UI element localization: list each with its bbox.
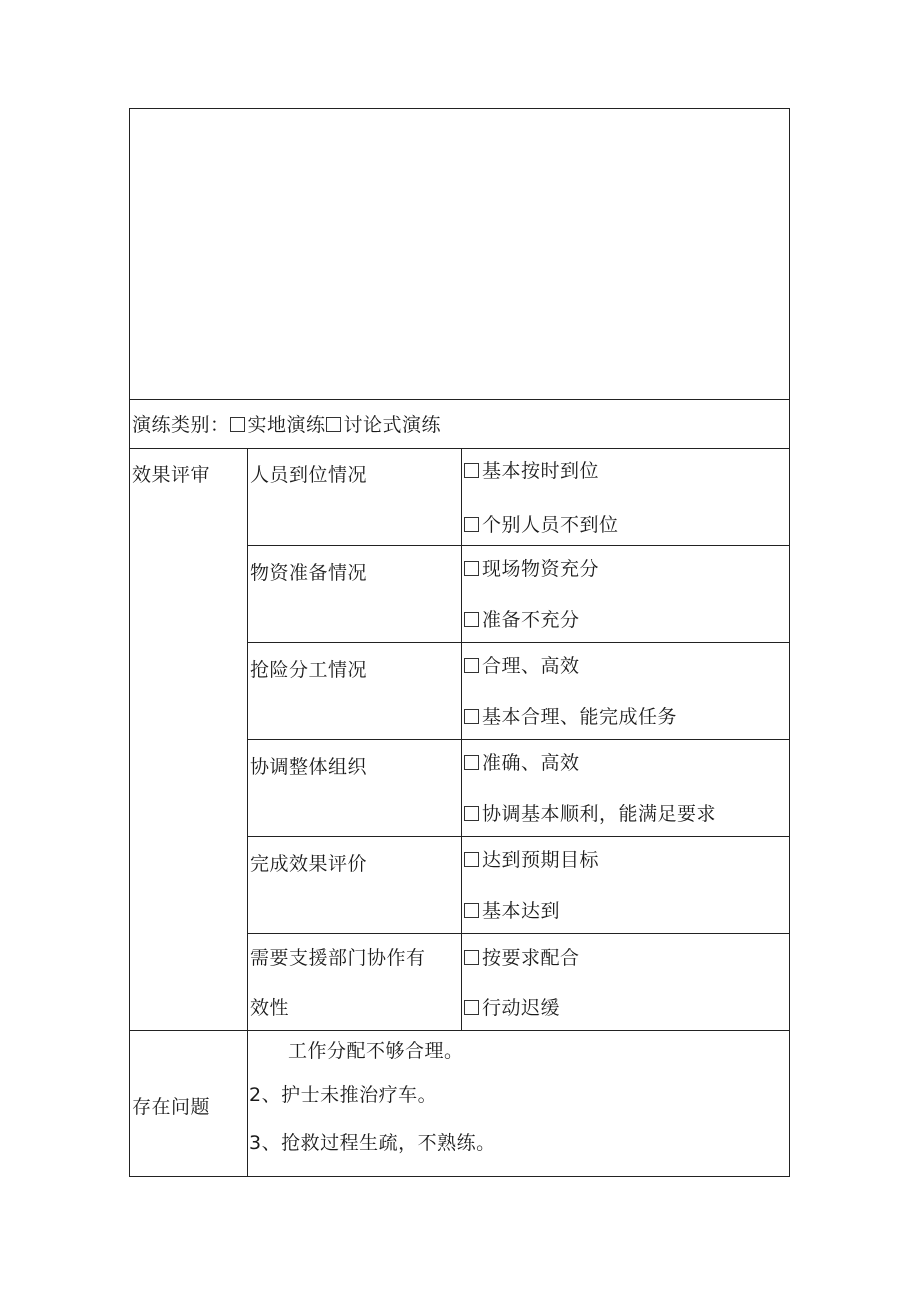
divider	[247, 933, 789, 934]
option-item: 现场物资充分	[464, 557, 599, 581]
checkbox[interactable]	[464, 755, 479, 770]
divider	[247, 642, 789, 643]
divider	[247, 448, 248, 1177]
option-item: 达到预期目标	[464, 848, 599, 872]
checkbox[interactable]	[464, 950, 479, 965]
drill-evaluation-form	[129, 108, 790, 1177]
divider	[130, 448, 789, 449]
option-item: 协调基本顺利，能满足要求	[464, 802, 716, 826]
criterion-label: 协调整体组织	[250, 756, 368, 778]
evaluation-section-label: 效果评审	[132, 464, 211, 486]
option-item: 准确、高效	[464, 751, 580, 775]
issue-line: 3、抢救过程生疏，不熟练。	[249, 1132, 496, 1154]
option-item: 基本按时到位	[464, 459, 599, 483]
divider	[247, 739, 789, 740]
criterion-label: 抢险分工情况	[250, 659, 368, 681]
checkbox[interactable]	[464, 1000, 479, 1015]
criterion-label: 完成效果评价	[250, 853, 368, 875]
drill-type-option: 讨论式演练	[343, 414, 442, 436]
option-item: 合理、高效	[464, 654, 580, 678]
blank-area	[130, 109, 789, 399]
checkbox[interactable]	[464, 463, 479, 478]
checkbox[interactable]	[464, 612, 479, 627]
checkbox[interactable]	[464, 658, 479, 673]
divider	[130, 399, 789, 400]
divider	[130, 1030, 789, 1031]
criterion-label: 物资准备情况	[250, 562, 368, 584]
option-item: 准备不充分	[464, 608, 580, 632]
checkbox[interactable]	[326, 417, 341, 432]
issues-section-label: 存在问题	[132, 1096, 211, 1118]
checkbox[interactable]	[230, 417, 245, 432]
drill-type-row	[132, 413, 441, 437]
checkbox[interactable]	[464, 903, 479, 918]
divider	[247, 545, 789, 546]
option-item: 个别人员不到位	[464, 513, 619, 537]
criterion-label: 需要支援部门协作有	[250, 947, 426, 969]
drill-type-option: 实地演练	[247, 414, 326, 436]
option-item: 基本合理、能完成任务	[464, 705, 677, 729]
checkbox[interactable]	[464, 852, 479, 867]
option-item: 基本达到	[464, 899, 560, 923]
option-item: 按要求配合	[464, 946, 580, 970]
drill-type-label: 演练类别：	[132, 414, 230, 436]
divider	[461, 448, 462, 1030]
issue-line: 2、护士未推治疗车。	[249, 1084, 438, 1106]
criterion-label: 人员到位情况	[250, 464, 368, 486]
divider	[247, 836, 789, 837]
checkbox[interactable]	[464, 561, 479, 576]
checkbox[interactable]	[464, 806, 479, 821]
criterion-label: 效性	[250, 997, 290, 1019]
issue-line: 工作分配不够合理。	[288, 1040, 464, 1062]
option-item: 行动迟缓	[464, 996, 560, 1020]
checkbox[interactable]	[464, 709, 479, 724]
checkbox[interactable]	[464, 517, 479, 532]
